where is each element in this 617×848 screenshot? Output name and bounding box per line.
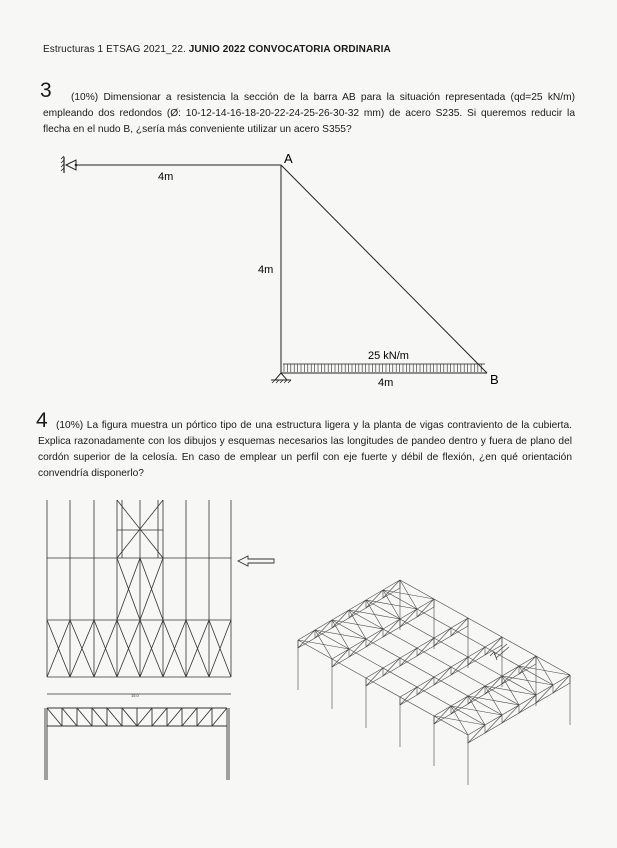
question-4-text: (10%) La figura muestra un pórtico tipo de una estructura ligera y la planta de vigas contraviento de la cubierta. Explica razonadamente con los dibujos y esquemas necesarios las longitudes de pandeo dentro y fuera de plano del cordón superior de la celosía. En caso de emplear un perfil con eje fuerte y débil de flexión, ¿en qué orientación convendría disponerlo? xyxy=(38,420,572,479)
course-title: Estructuras 1 ETSAG 2021_22. xyxy=(43,44,186,55)
node-b-label: B xyxy=(490,372,499,387)
wind-arrow-icon xyxy=(238,556,274,566)
load-label: 25 kN/m xyxy=(368,350,409,362)
question-3-text: (10%) Dimensionar a resistencia la sección de la barra AB para la situación representada (qd=25 kN/m) empleando dos redondos (Ø: 10-12-14-16-18-20-22-24-25-26-30-32 mm) de acero S235. Si queremos reducir la flecha en el nudo B, ¿sería más conveniente utilizar un acero S355? xyxy=(43,92,575,135)
portal-frame xyxy=(45,708,229,780)
exam-title: JUNIO 2022 CONVOCATORIA ORDINARIA xyxy=(188,44,391,55)
top-span-label: 4m xyxy=(158,171,174,183)
bottom-span-label: 4m xyxy=(378,377,394,389)
node-a-label: A xyxy=(284,151,293,166)
roof-bracing-plan xyxy=(47,500,231,677)
question-4-number: 4 xyxy=(36,409,48,432)
isometric-structure xyxy=(298,580,570,785)
dimension-label: 15.0 xyxy=(131,693,139,698)
question-3-number: 3 xyxy=(40,79,52,102)
height-label: 4m xyxy=(258,264,274,276)
